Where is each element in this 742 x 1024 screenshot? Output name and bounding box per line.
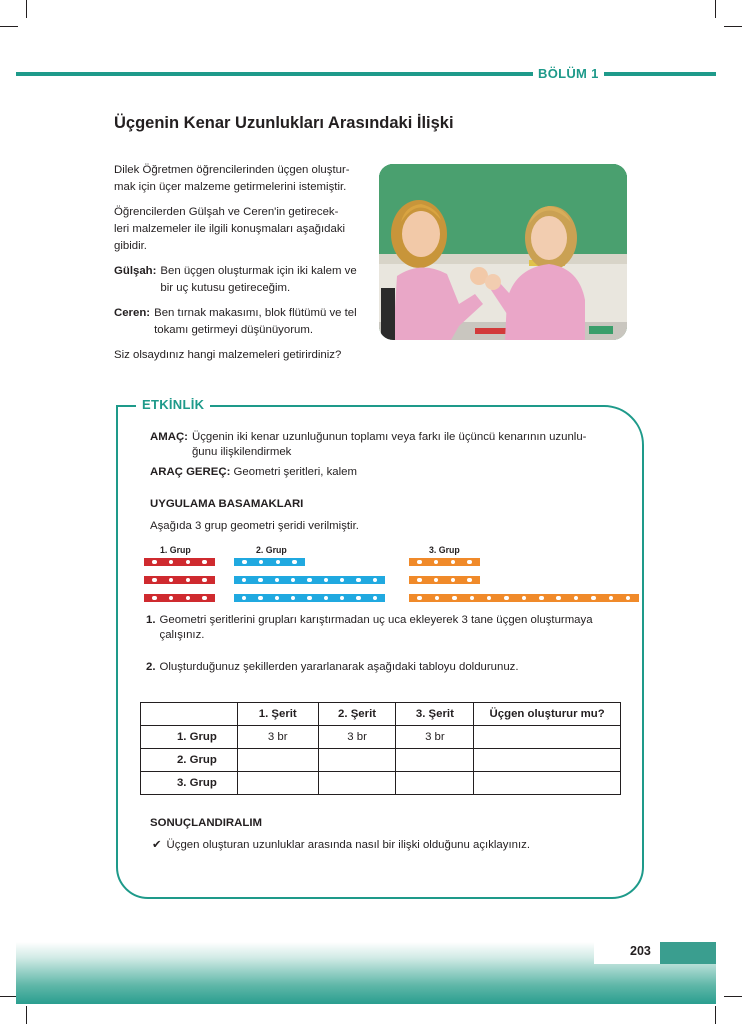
table-cell[interactable]: [237, 772, 318, 795]
strip-hole: [467, 560, 471, 564]
strip-group2-2: [234, 576, 385, 584]
row-header: 3. Grup: [141, 772, 238, 795]
table-cell[interactable]: 3 br: [396, 726, 474, 749]
step-line: Geometri şeritlerini grupları karıştırmadan uç uca ekleyerek 3 tane üçgen oluşturmaya: [159, 614, 593, 626]
step-number: 1.: [146, 614, 156, 626]
strip-hole: [356, 596, 360, 600]
classroom-photo: [379, 164, 627, 340]
strip-hole: [307, 596, 311, 600]
table-header-cell: [141, 703, 238, 726]
step-line: çalışınız.: [159, 629, 205, 641]
speaker-line: tokamı getirmeyi düşünüyorum.: [154, 324, 313, 336]
conclusion-heading: SONUÇLANDIRALIM: [150, 817, 262, 829]
row-header: 1. Grup: [141, 726, 238, 749]
strip-hole: [451, 578, 455, 582]
aim-line: Üçgenin iki kenar uzunluğunun toplamı veya farkı ile üçüncü kenarının uzunlu-: [191, 431, 587, 443]
strip-group2-3: [234, 594, 385, 602]
table-row: [141, 749, 621, 772]
step-1: [146, 613, 616, 643]
strip-hole: [434, 578, 438, 582]
step-2: [146, 660, 519, 675]
strip-hole: [504, 596, 508, 600]
strip-hole: [152, 560, 156, 564]
table-header-cell: 2. Şerit: [318, 703, 396, 726]
steps-intro: Aşağıda 3 grup geometri şeridi verilmiştir.: [150, 520, 359, 532]
table-cell[interactable]: [396, 749, 474, 772]
step-number: 2.: [146, 661, 156, 673]
table-cell[interactable]: [318, 749, 396, 772]
strip-hole: [591, 596, 595, 600]
strip-hole: [307, 578, 311, 582]
table-cell[interactable]: 3 br: [237, 726, 318, 749]
table-header-row: [141, 703, 621, 726]
strip-group1-2: [144, 576, 215, 584]
speaker-line: Ben tırnak makasımı, blok flütümü ve tel: [154, 307, 357, 319]
strip-hole: [452, 596, 456, 600]
table-cell[interactable]: [474, 749, 621, 772]
tools: [150, 465, 357, 480]
aim: [150, 430, 620, 460]
group-1-label: 1. Grup: [160, 545, 191, 555]
crop-mark: [715, 0, 716, 18]
table-cell[interactable]: [474, 726, 621, 749]
strip-hole: [169, 596, 173, 600]
strip-hole: [435, 596, 439, 600]
strip-group3-1: [409, 558, 480, 566]
conclusion-item: [152, 838, 530, 853]
strip-hole: [258, 596, 262, 600]
table-cell[interactable]: 3 br: [318, 726, 396, 749]
crop-mark: [26, 0, 27, 18]
strip-hole: [291, 578, 295, 582]
speaker-line: Ben üçgen oluşturmak için iki kalem ve: [160, 265, 357, 277]
aim-label: AMAÇ:: [150, 431, 188, 443]
strip-hole: [626, 596, 630, 600]
table-row: [141, 726, 621, 749]
strip-hole: [202, 596, 206, 600]
strip-hole: [152, 596, 156, 600]
table-header-cell: 1. Şerit: [237, 703, 318, 726]
table-cell[interactable]: [474, 772, 621, 795]
strip-hole: [258, 578, 262, 582]
intro-line: Dilek Öğretmen öğrencilerinden üçgen oluştur-: [114, 164, 350, 176]
strip-hole: [275, 578, 279, 582]
strip-hole: [539, 596, 543, 600]
speaker-text: [154, 305, 357, 339]
crop-mark: [0, 26, 18, 27]
chapter-label: BÖLÜM 1: [533, 66, 604, 81]
strip-hole: [417, 578, 421, 582]
strip-hole: [522, 596, 526, 600]
intro-question: Siz olsaydınız hangi malzemeleri getirirdiniz?: [114, 349, 342, 361]
strip-hole: [609, 596, 613, 600]
strip-hole: [340, 596, 344, 600]
intro-paragraph-2: [114, 204, 372, 255]
classroom-illustration: [379, 164, 627, 340]
chapter-rule: [16, 72, 716, 76]
crop-mark: [724, 996, 742, 997]
results-table: [140, 702, 621, 795]
strip-hole: [373, 578, 377, 582]
strip-hole: [291, 596, 295, 600]
strip-hole: [373, 596, 377, 600]
strip-hole: [242, 578, 246, 582]
strip-hole: [417, 560, 421, 564]
intro-line: Öğrencilerden Gülşah ve Ceren'in getirecek-: [114, 206, 339, 218]
strip-hole: [470, 596, 474, 600]
strip-group3-3: [409, 594, 639, 602]
group-2-label: 2. Grup: [256, 545, 287, 555]
intro-line: gibidir.: [114, 240, 147, 252]
steps-heading: UYGULAMA BASAMAKLARI: [150, 498, 304, 510]
tools-label: ARAÇ GEREÇ:: [150, 466, 231, 478]
step-text: [160, 613, 593, 643]
intro-line: leri malzemeler ile ilgili konuşmaları aşağıdaki: [114, 223, 346, 235]
strip-hole: [186, 596, 190, 600]
aim-line: ğunu ilişkilendirmek: [191, 446, 292, 458]
conclusion-text: Üçgen oluşturan uzunluklar arasında nasıl bir ilişki olduğunu açıklayınız.: [166, 839, 530, 851]
strip-hole: [242, 560, 246, 564]
strip-hole: [356, 578, 360, 582]
crop-mark: [26, 1006, 27, 1024]
strip-hole: [152, 578, 156, 582]
strip-hole: [417, 596, 421, 600]
strip-group3-2: [409, 576, 480, 584]
table-header-cell: Üçgen oluşturur mu?: [474, 703, 621, 726]
strip-group2-1: [234, 558, 305, 566]
strip-hole: [202, 578, 206, 582]
aim-text: [192, 430, 586, 460]
intro-paragraph-1: [114, 162, 372, 196]
strip-hole: [434, 560, 438, 564]
table-cell[interactable]: [396, 772, 474, 795]
strip-hole: [186, 560, 190, 564]
table-cell[interactable]: [318, 772, 396, 795]
speaker-name: Ceren:: [114, 307, 151, 319]
strip-hole: [275, 596, 279, 600]
dialogue-gulsah: [114, 263, 372, 297]
strip-hole: [292, 560, 296, 564]
crop-mark: [715, 1006, 716, 1024]
strip-hole: [324, 596, 328, 600]
checkmark-icon: ✔: [152, 839, 162, 851]
dialogue-ceren: [114, 305, 372, 339]
page-tab: [660, 942, 716, 964]
strip-hole: [467, 578, 471, 582]
page-title: Üçgenin Kenar Uzunlukları Arasındaki İlişki: [114, 114, 454, 132]
activity-label: ETKİNLİK: [136, 397, 210, 412]
strip-hole: [186, 578, 190, 582]
strip-hole: [340, 578, 344, 582]
strip-hole: [451, 560, 455, 564]
crop-mark: [724, 26, 742, 27]
table-cell[interactable]: [237, 749, 318, 772]
strip-hole: [242, 596, 246, 600]
table-row: [141, 772, 621, 795]
strip-group1-1: [144, 558, 215, 566]
strip-hole: [169, 560, 173, 564]
strip-hole: [276, 560, 280, 564]
strip-hole: [202, 560, 206, 564]
strip-hole: [487, 596, 491, 600]
strip-group1-3: [144, 594, 215, 602]
page-number: 203: [630, 944, 651, 958]
group-3-label: 3. Grup: [429, 545, 460, 555]
row-header: 2. Grup: [141, 749, 238, 772]
intro-line: mak için üçer malzeme getirmelerini istemiştir.: [114, 181, 347, 193]
table-header-cell: 3. Şerit: [396, 703, 474, 726]
speaker-text: [160, 263, 356, 297]
strip-hole: [556, 596, 560, 600]
tools-text: Geometri şeritleri, kalem: [233, 466, 357, 478]
strip-hole: [324, 578, 328, 582]
speaker-line: bir uç kutusu getireceğim.: [160, 282, 291, 294]
intro-text: [114, 162, 372, 372]
strip-hole: [169, 578, 173, 582]
aim-row: [150, 430, 620, 460]
strip-hole: [259, 560, 263, 564]
speaker-name: Gülşah:: [114, 265, 157, 277]
strip-hole: [574, 596, 578, 600]
step-text: Oluşturduğunuz şekillerden yararlanarak aşağıdaki tabloyu doldurunuz.: [159, 661, 519, 673]
